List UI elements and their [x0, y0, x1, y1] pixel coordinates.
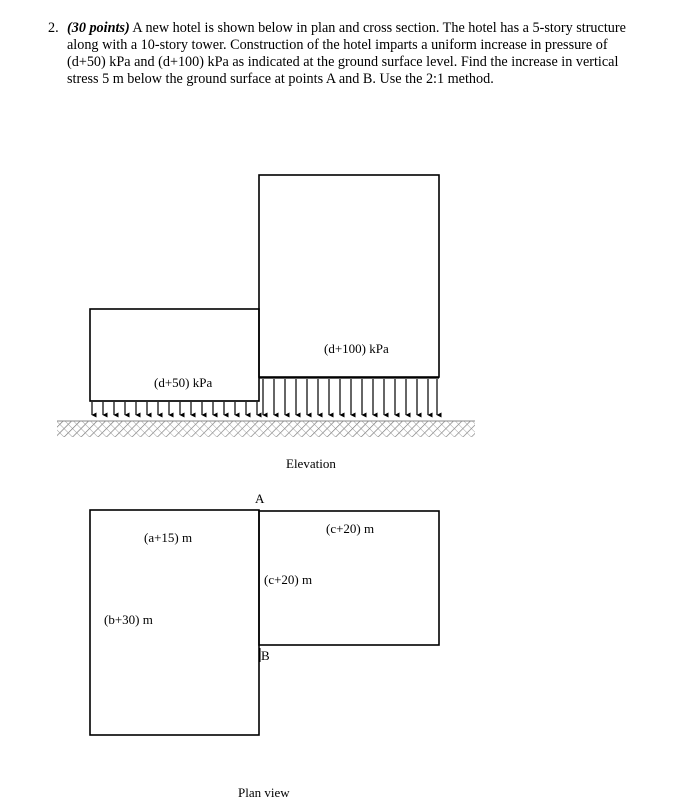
plan-view: [90, 491, 439, 800]
low-pressure-label: (d+50) kPa: [154, 375, 213, 390]
tower-width-label: (c+20) m: [326, 521, 375, 536]
problem-points: (30 points): [67, 20, 130, 36]
tower-pressure-arrows: [259, 378, 439, 415]
problem-number: 2.: [48, 20, 59, 36]
tower-pressure-label: (d+100) kPa: [324, 341, 389, 356]
low-pressure-arrows: [90, 401, 259, 415]
point-a-label: A: [255, 491, 265, 506]
elevation-caption: Elevation: [286, 456, 336, 471]
plan-caption: Plan view: [238, 785, 290, 800]
problem-text: A new hotel is shown below in plan and cross section. The hotel has a 5-story structure along with a 10-story tower. Construction of the hotel imparts a uniform increase in pressure of (d+50) kPa and (d+100) kPa as indicated at the ground surface level. Find the increase in vertical stress 5 m below the ground surface at points A and B. Use the 2:1 method.: [67, 20, 626, 87]
tower-length-label: (c+20) m: [264, 572, 313, 587]
left-length-label: (b+30) m: [104, 612, 153, 627]
ground-hatch-cross: [57, 421, 475, 437]
elevation-view: [57, 175, 475, 471]
left-width-label: (a+15) m: [144, 530, 193, 545]
point-b-label: B: [261, 648, 270, 663]
